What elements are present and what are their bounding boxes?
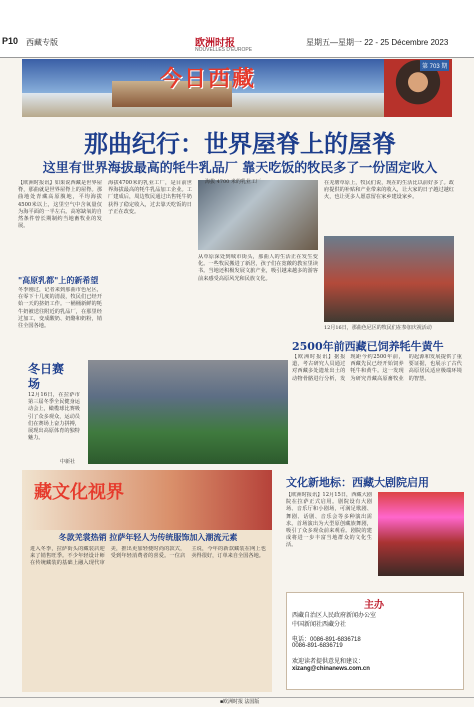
winter-title: 冬日赛场 bbox=[28, 362, 65, 391]
article-side-title: "高原乳都"上的新希望 bbox=[18, 275, 99, 285]
celebration-photo bbox=[324, 236, 454, 322]
winter-body: 12月16日，在拉萨市第三届冬季全民健身运动会上，橄榄球比赛吸引了众多观众，运动员们在赛场上奋力拼搏，展现出高原体育的独特魅力。 bbox=[28, 392, 80, 442]
issue-badge: 第 703 期 bbox=[420, 60, 449, 71]
page-number: P10 bbox=[2, 36, 19, 46]
header-divider bbox=[0, 57, 474, 58]
sponsor-email: xizang@chinanews.com.cn bbox=[292, 666, 370, 672]
footer-text: ■欧洲时报 法国版 bbox=[220, 699, 260, 705]
article-column-3: 从草原深处到城市街头，那曲人的生活正在发生变化。一些牧民搬进了新居，孩子们在宽敞的教室里读书。当地还积极发展文旅产业，吸引越来越多的游客前来感受高原风光和民族文化。 bbox=[198, 254, 318, 282]
fashion-body: 进入冬季，拉萨街头的藏装店迎来了销售旺季。不少年轻设计师在传统藏装的基础上融入现代审美，推出更加轻便时尚的款式，受到年轻消费者的喜爱。一位店主说，今年的新款藏装在网上也卖得很好，订单来自全国各地。 bbox=[30, 546, 266, 567]
football-photo bbox=[88, 360, 288, 464]
factory-photo-caption: 海拔 4700 米的乳业工厂 bbox=[205, 179, 261, 185]
sponsor-org-1: 西藏自治区人民政府新闻办公室 bbox=[292, 613, 377, 619]
main-headline: 那曲纪行：世界屋脊上的屋脊 bbox=[84, 129, 396, 158]
sponsor-email-label: 欢迎读者提供意见和建议： bbox=[292, 659, 365, 665]
ancient-body: 【欧洲时报讯】据报道，考古研究人员通过对西藏多处遗址出土的动物骨骼进行分析，发现距今约2500年前，西藏先民已经开始饲养牦牛和黄牛。这一发现为研究青藏高原畜牧业的起源和发展提供了重要证据，也展示了古代高原居民适应极端环境的智慧。 bbox=[292, 354, 462, 382]
culture-banner-title: 藏文化视界 bbox=[34, 482, 124, 503]
celebration-photo-caption: 12月16日，那曲色尼区的牧民们在参加庆祝活动 bbox=[324, 325, 432, 331]
ancient-headline: 2500年前西藏已饲养牦牛黄牛 bbox=[292, 340, 444, 353]
theatre-photo bbox=[378, 492, 464, 576]
article-column-1: 【欧洲时报讯】如果说西藏是世界屋脊，那曲就是世界屋脊上的屋脊。那曲地处青藏高原腹地，平均海拔4500米以上，这里空气中含氧量仅为海平面的一半左右。高寒缺氧的自然条件曾长期制约当地畜牧业的发展。 bbox=[18, 180, 102, 230]
banner-title: 今日西藏 bbox=[160, 66, 257, 92]
fashion-headline: 冬款羌裳热销 拉萨年轻人为传统服饰加入潮流元素 bbox=[58, 532, 238, 542]
sponsor-phone-2: 0086-891-6836719 bbox=[292, 643, 343, 649]
sponsor-org-2: 中国新闻社西藏分社 bbox=[292, 622, 347, 628]
theatre-headline: 文化新地标：西藏大剧院启用 bbox=[286, 476, 429, 489]
sponsor-title: 主办 bbox=[364, 600, 384, 611]
article-column-1b: 冬季刚过，记者来到那曲市色尼区，在零下十几度的清晨，牧民们已经开始一天的挤奶工作。一桶桶新鲜的牦牛奶被送往附近的乳品厂，在那里经过加工，变成酸奶、奶酪和奶粉，销往全国各地。 bbox=[18, 287, 102, 330]
main-subheadline: 这里有世界海拔最高的牦牛乳品厂 靠天吃饭的牧民多了一份固定收入 bbox=[42, 161, 438, 176]
winter-credit: 中新社 bbox=[60, 459, 76, 465]
newspaper-logo: 欧洲时报 bbox=[195, 38, 235, 49]
issue-date: 星期五—星期一 22 - 25 Décembre 2023 bbox=[306, 38, 449, 47]
factory-photo bbox=[198, 180, 318, 250]
article-column-4: 在羌塘草原上，牧民们说，现在的生活比以前好多了。政府提供的补贴和产业带来的收入，让大家的日子越过越红火，也让更多人愿意留在家乡建设家乡。 bbox=[324, 180, 454, 201]
article-column-2: 海拔4700米的乳业工厂，是目前世界海拔最高的牦牛乳品加工企业。工厂建成后，周边牧民通过出售牦牛奶获得了稳定收入，过去靠天吃饭的日子正在改变。 bbox=[108, 180, 192, 215]
theatre-body: 【欧洲时报讯】12月15日，西藏大剧院在拉萨正式启用。剧院设有大剧场、音乐厅和小剧场，可满足歌剧、舞剧、话剧、音乐会等多种演出需求。首场演出为大型原创藏族舞剧，吸引了众多观众前来观看。剧院的建成将进一步丰富当地群众的文化生活。 bbox=[286, 492, 372, 549]
newspaper-logo-sub: NOUVELLES D'EUROPE bbox=[195, 47, 253, 53]
section-name: 西藏专版 bbox=[26, 38, 58, 47]
sponsor-phone-1: 电话：0086-891-6836718 bbox=[292, 637, 361, 643]
